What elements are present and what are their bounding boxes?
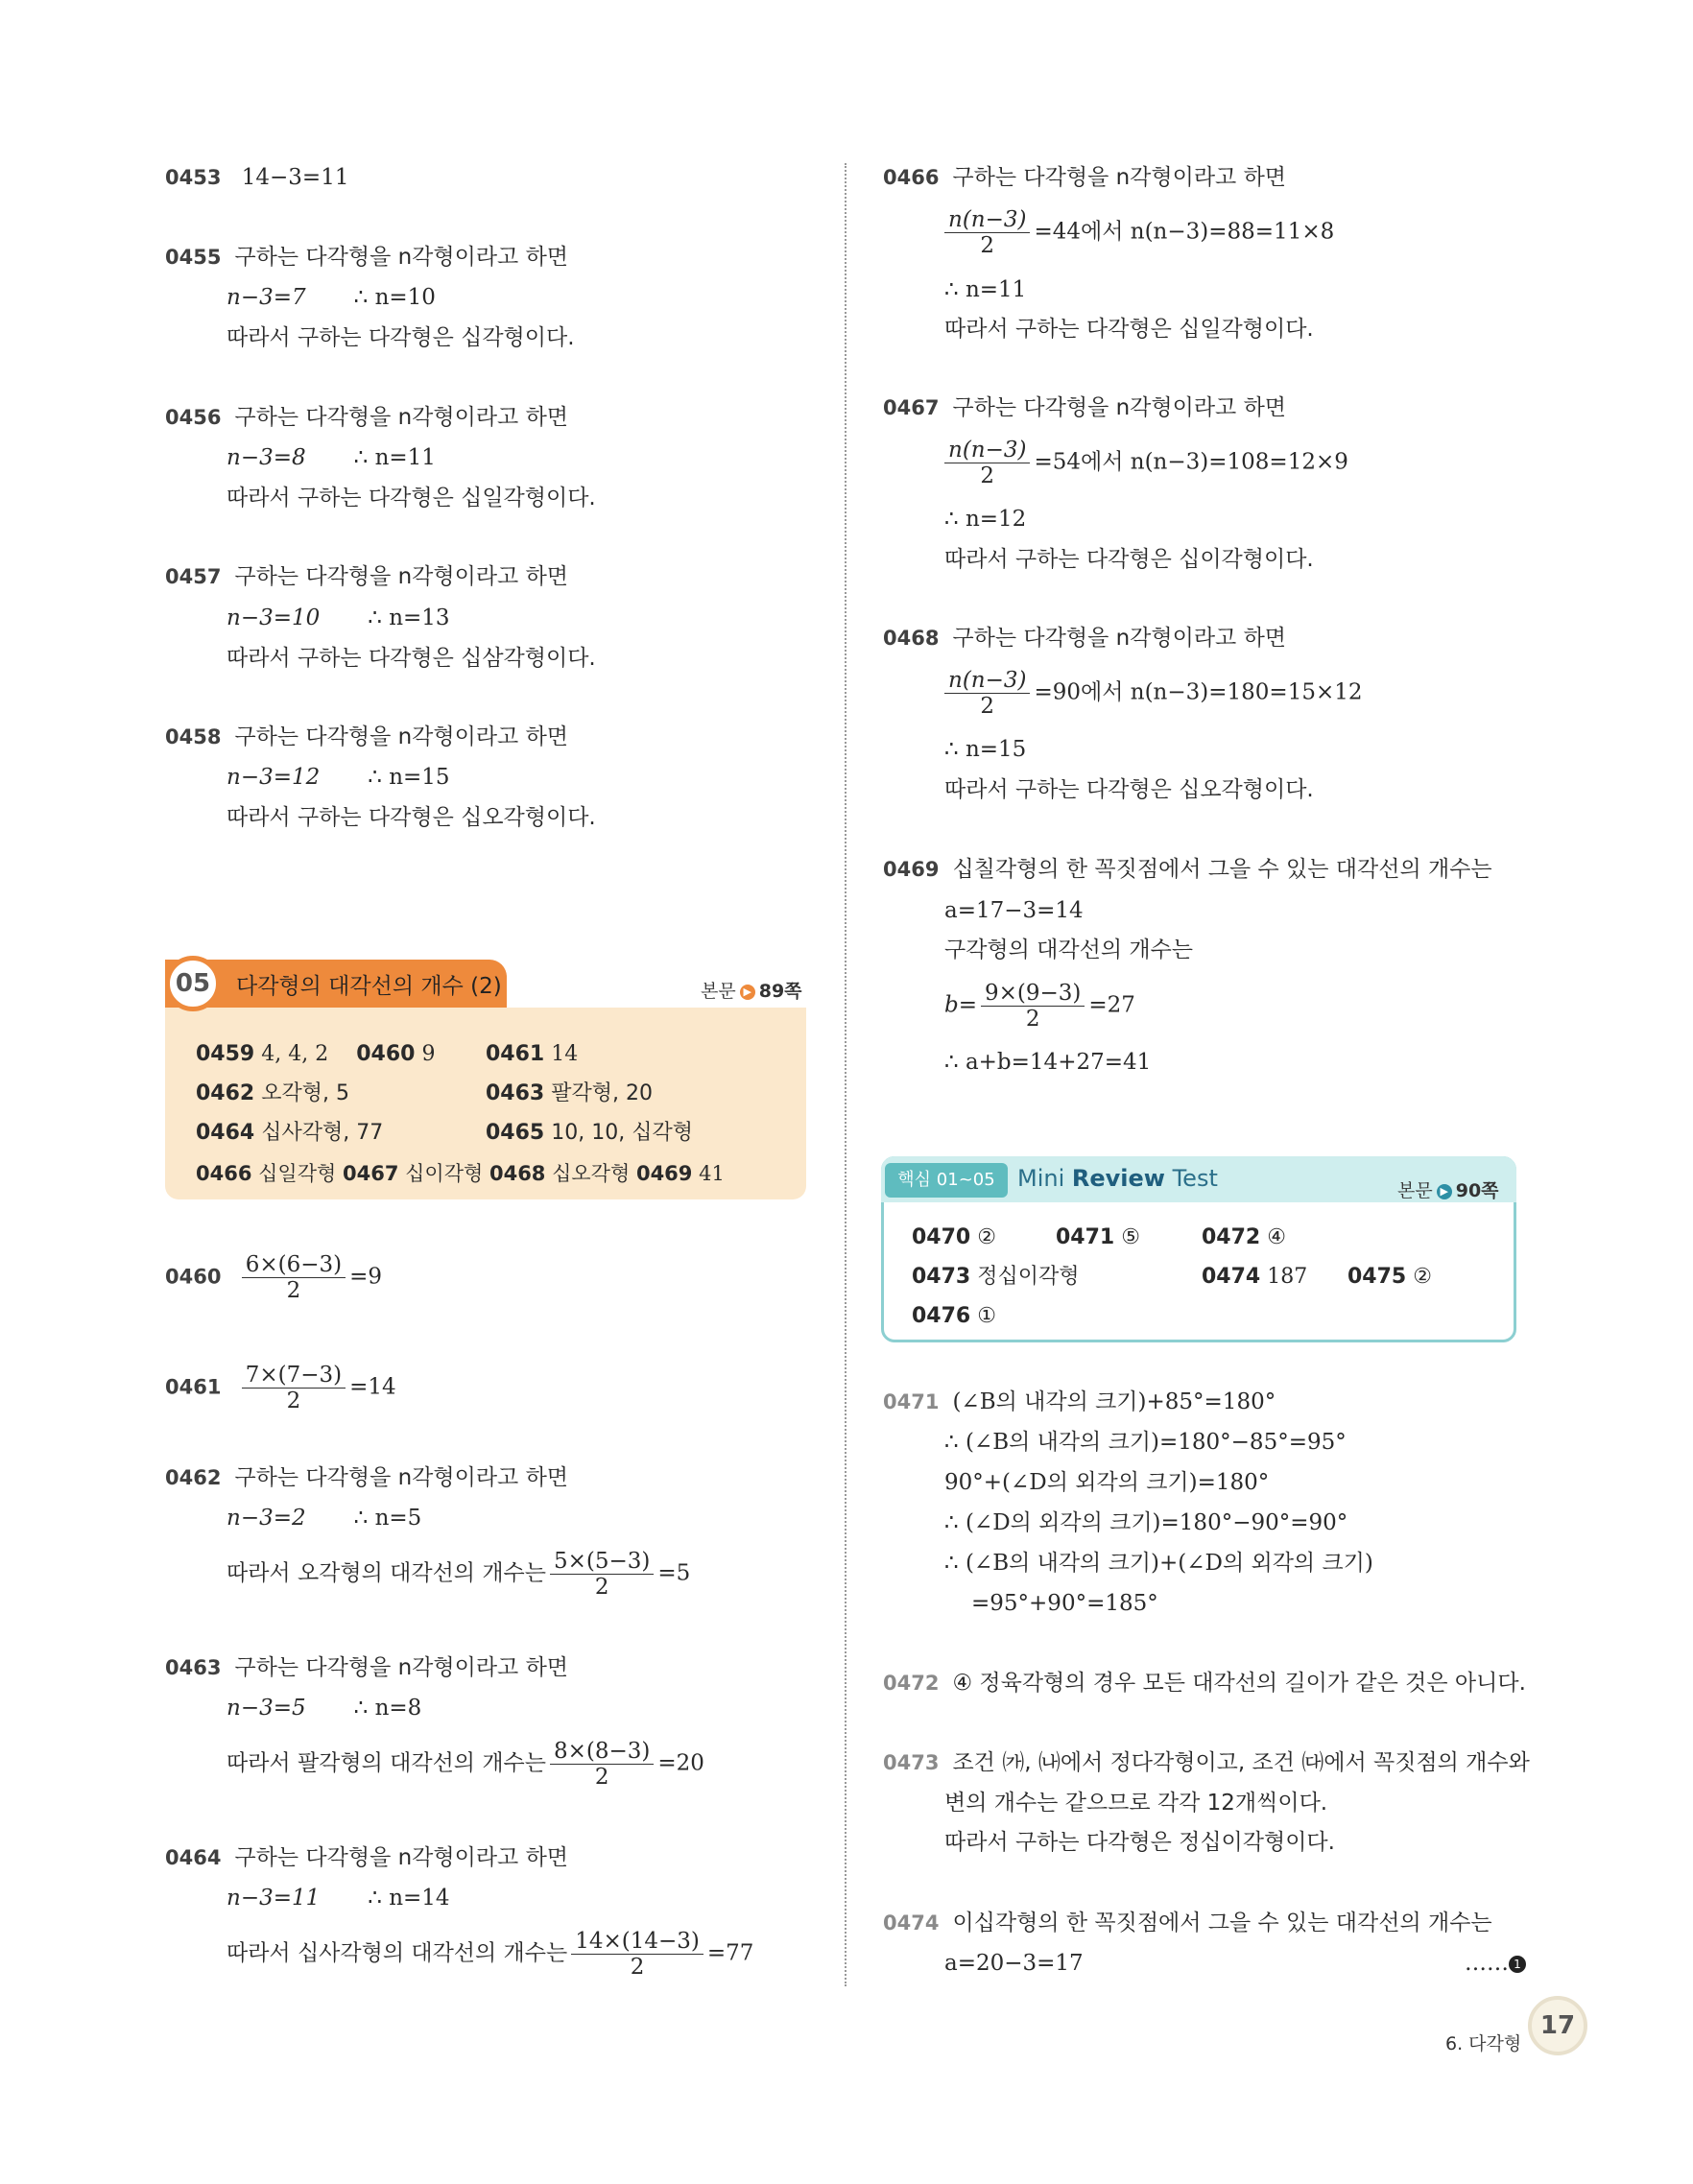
conclusion: 따라서 팔각형의 대각선의 개수는 (227, 1750, 546, 1776)
denominator: 2 (630, 1955, 645, 1980)
intro-text: 구하는 다각형을 n각형이라고 하면 (234, 1845, 569, 1870)
numerator: 8×(8−3) (550, 1739, 654, 1765)
mini-review-tag: 핵심 01~05 (885, 1163, 1008, 1198)
line-1: ④ 정육각형의 경우 모든 대각선의 길이가 같은 것은 아니다. (952, 1671, 1526, 1696)
fraction (944, 668, 1030, 719)
problem-number: 0455 (165, 246, 222, 269)
answer-row (486, 1119, 693, 1148)
numerator: n(n−3) (944, 207, 1030, 233)
equation: n−3=2 (227, 1506, 306, 1531)
answer-number: 0463 (486, 1081, 545, 1105)
answer-value: 십사각형, 77 (261, 1121, 384, 1145)
answer-value: 정십이각형 (977, 1265, 1080, 1289)
problem-number: 0458 (165, 725, 222, 748)
line-3: 90°+(∠D의 외각의 크기)=180° (944, 1470, 1270, 1495)
answer-value: 14 (551, 1042, 579, 1066)
fraction (242, 1363, 346, 1413)
equation: n−3=11 (227, 1886, 321, 1911)
denominator: 2 (980, 233, 995, 258)
problem-0453 (165, 163, 348, 192)
line-1: (∠B의 내각의 크기)+85°=180° (952, 1389, 1276, 1414)
answer-value: ⑤ (1121, 1225, 1140, 1249)
answer-row (1056, 1223, 1140, 1252)
denominator: 2 (594, 1765, 609, 1790)
answer-value: 십이각형 (405, 1162, 484, 1185)
result: =27 (1088, 992, 1135, 1018)
ref-label: 본문 (701, 981, 736, 1002)
title-part: Test (1164, 1165, 1218, 1192)
line-2: ∴ (∠B의 내각의 크기)=180°−85°=95° (944, 1430, 1347, 1455)
title-part: Review (1071, 1165, 1165, 1192)
equation: =44에서 n(n−3)=88=11×8 (1034, 219, 1335, 245)
answer-row (912, 1302, 996, 1331)
answer-number: 0474 (1202, 1265, 1261, 1289)
answer-value: 팔각형, 20 (551, 1081, 653, 1105)
result: ∴ n=15 (368, 765, 450, 790)
answer-number: 0469 (635, 1162, 693, 1185)
answer-value: 오각형, 5 (261, 1081, 349, 1105)
ref-label: 본문 (1397, 1180, 1433, 1201)
line-2: a=17−3=14 (944, 898, 1084, 923)
result: ∴ n=10 (353, 285, 436, 310)
answer-value: 187 (1267, 1265, 1308, 1289)
answer-number: 0460 (356, 1042, 416, 1066)
answer-value: ② (1413, 1265, 1432, 1289)
result: ∴ n=12 (944, 507, 1027, 532)
problem-number: 0473 (883, 1751, 940, 1774)
answer-number: 0462 (196, 1081, 255, 1105)
problem-0461 (165, 1363, 396, 1413)
equation: n−3=8 (227, 445, 306, 470)
denominator: 2 (286, 1278, 301, 1303)
result: ∴ n=5 (353, 1506, 422, 1531)
result: =5 (657, 1560, 691, 1586)
fraction (944, 438, 1030, 488)
mini-review-page-ref (1397, 1176, 1499, 1202)
step-marker (1465, 1949, 1526, 1978)
problem-0472 (883, 1669, 1526, 1697)
answer-value: 십오각형 (552, 1162, 631, 1185)
intro-text: 구하는 다각형을 n각형이라고 하면 (952, 165, 1287, 190)
line-1: 이십각형의 한 꼭짓점에서 그을 수 있는 대각선의 개수는 (952, 1911, 1492, 1935)
conclusion: 따라서 구하는 다각형은 십이각형이다. (944, 547, 1314, 572)
answer-row (1202, 1263, 1307, 1292)
conclusion: 따라서 구하는 다각형은 십오각형이다. (227, 805, 596, 830)
conclusion: 따라서 구하는 다각형은 십오각형이다. (944, 777, 1314, 802)
answer-number: 0471 (1056, 1225, 1115, 1249)
problem-number: 0474 (883, 1911, 940, 1935)
problem-number: 0456 (165, 406, 222, 429)
numerator: 14×(14−3) (571, 1929, 703, 1955)
line-1: 십칠각형의 한 꼭짓점에서 그을 수 있는 대각선의 개수는 (952, 857, 1492, 882)
denominator: 2 (1025, 1007, 1040, 1032)
conclusion: 따라서 오각형의 대각선의 개수는 (227, 1560, 546, 1586)
problem-number: 0464 (165, 1846, 222, 1869)
answer-value: 십일각형 (258, 1162, 337, 1185)
fraction (550, 1739, 654, 1790)
arrow-icon: ▶ (740, 985, 755, 1000)
problem-number: 0453 (165, 166, 222, 189)
result: ∴ n=11 (944, 277, 1027, 302)
numerator: n(n−3) (944, 668, 1030, 694)
answer-value: 9 (421, 1042, 436, 1066)
answer-value: 41 (699, 1162, 725, 1185)
answer-row (912, 1223, 996, 1252)
answer-number: 0475 (1347, 1265, 1407, 1289)
result: ∴ n=11 (353, 445, 436, 470)
arrow-icon: ▶ (1437, 1184, 1452, 1199)
fraction (242, 1252, 346, 1303)
problem-number: 0472 (883, 1672, 940, 1695)
intro-text: 구하는 다각형을 n각형이라고 하면 (952, 395, 1287, 420)
numerator: 5×(5−3) (550, 1549, 654, 1575)
answer-row (196, 1040, 435, 1069)
conclusion: 따라서 구하는 다각형은 십일각형이다. (227, 486, 596, 510)
problem-number: 0469 (883, 858, 940, 881)
result: =14 (349, 1374, 396, 1400)
answer-row (196, 1159, 725, 1188)
answer-row (196, 1080, 349, 1108)
expression: 14−3=11 (241, 165, 349, 190)
line-5: ∴ a+b=14+27=41 (944, 1050, 1152, 1075)
result: =20 (657, 1750, 704, 1776)
page-number: 17 (1528, 1996, 1587, 2055)
answer-number: 0473 (912, 1265, 971, 1289)
answer-number: 0467 (342, 1162, 399, 1185)
section-page-ref (701, 977, 802, 1003)
conclusion: 따라서 구하는 다각형은 십일각형이다. (944, 317, 1314, 342)
answer-row (486, 1080, 653, 1108)
conclusion: 따라서 구하는 다각형은 십삼각형이다. (227, 646, 596, 671)
denominator: 2 (980, 463, 995, 488)
numerator: n(n−3) (944, 438, 1030, 463)
conclusion: 따라서 구하는 다각형은 십각형이다. (227, 325, 575, 350)
equation: n−3=5 (227, 1696, 306, 1721)
fraction (550, 1549, 654, 1600)
answer-value: ② (977, 1225, 996, 1249)
chapter-label: 6. 다각형 (1445, 2033, 1522, 2054)
step-number-icon: 1 (1509, 1956, 1526, 1973)
numerator: 9×(9−3) (981, 981, 1085, 1007)
line-2: a=20−3=17 (944, 1951, 1084, 1976)
problem-number: 0467 (883, 396, 940, 419)
title-part: Mini (1017, 1165, 1072, 1192)
answer-number: 0472 (1202, 1225, 1261, 1249)
problem-number: 0462 (165, 1466, 222, 1489)
column-divider (845, 163, 846, 1986)
result: =9 (349, 1264, 383, 1290)
answer-value: ① (977, 1304, 996, 1328)
problem-0460 (165, 1252, 382, 1303)
line-3: 구각형의 대각선의 개수는 (944, 938, 1194, 962)
answer-value: 10, 10, 십각형 (551, 1121, 693, 1145)
answer-row (486, 1040, 578, 1069)
answer-number: 0465 (486, 1121, 545, 1145)
line-1: 조건 ㈎, ㈏에서 정다각형이고, 조건 ㈐에서 꼭짓점의 개수와 (952, 1750, 1530, 1775)
ref-page: 90쪽 (1455, 1180, 1499, 1201)
answer-number: 0466 (196, 1162, 252, 1185)
problem-number: 0468 (883, 627, 940, 650)
answer-row (912, 1263, 1080, 1292)
answer-number: 0468 (489, 1162, 546, 1185)
answer-row (196, 1119, 383, 1148)
intro-text: 구하는 다각형을 n각형이라고 하면 (234, 405, 569, 430)
numerator: 6×(6−3) (242, 1252, 346, 1278)
denominator: 2 (594, 1575, 609, 1600)
numerator: 7×(7−3) (242, 1363, 346, 1389)
answer-number: 0476 (912, 1304, 971, 1328)
problem-number: 0471 (883, 1390, 940, 1413)
line-4: ∴ (∠D의 외각의 크기)=180°−90°=90° (944, 1510, 1348, 1535)
intro-text: 구하는 다각형을 n각형이라고 하면 (234, 245, 569, 270)
fraction (944, 207, 1030, 258)
answer-row (1202, 1223, 1286, 1252)
conclusion: 따라서 십사각형의 대각선의 개수는 (227, 1940, 568, 1966)
intro-text: 구하는 다각형을 n각형이라고 하면 (234, 1655, 569, 1680)
problem-number: 0463 (165, 1656, 222, 1679)
intro-text: 구하는 다각형을 n각형이라고 하면 (952, 626, 1287, 651)
intro-text: 구하는 다각형을 n각형이라고 하면 (234, 564, 569, 589)
b-label: b= (944, 992, 977, 1018)
result: ∴ n=13 (368, 605, 450, 630)
problem-number: 0461 (165, 1375, 222, 1399)
denominator: 2 (286, 1389, 301, 1413)
line-2: 변의 개수는 같으므로 각각 12개씩이다. (944, 1791, 1328, 1816)
equation: =90에서 n(n−3)=180=15×12 (1034, 679, 1363, 705)
problem-number: 0457 (165, 565, 222, 588)
line-6: =95°+90°=185° (971, 1591, 1158, 1616)
ref-page: 89쪽 (758, 981, 802, 1002)
line-5: ∴ (∠B의 내각의 크기)+(∠D의 외각의 크기) (944, 1551, 1373, 1576)
equation: =54에서 n(n−3)=108=12×9 (1034, 449, 1348, 475)
intro-text: 구하는 다각형을 n각형이라고 하면 (234, 724, 569, 749)
fraction (981, 981, 1085, 1032)
section-badge: 05 (165, 956, 221, 1011)
answer-number: 0461 (486, 1042, 545, 1066)
denominator: 2 (980, 694, 995, 719)
result: ∴ n=8 (353, 1696, 422, 1721)
answer-number: 0464 (196, 1121, 255, 1145)
mini-review-title (1017, 1165, 1218, 1192)
answer-row (1347, 1263, 1432, 1292)
section-title: 다각형의 대각선의 개수 (2) (236, 974, 502, 999)
result: =77 (706, 1940, 754, 1966)
equation: n−3=12 (227, 765, 321, 790)
answer-value: ④ (1267, 1225, 1286, 1249)
answer-number: 0470 (912, 1225, 971, 1249)
intro-text: 구하는 다각형을 n각형이라고 하면 (234, 1465, 569, 1490)
line-3: 따라서 구하는 다각형은 정십이각형이다. (944, 1830, 1335, 1855)
fraction (571, 1929, 703, 1980)
equation: n−3=10 (227, 605, 321, 630)
equation: n−3=7 (227, 285, 306, 310)
result: ∴ n=14 (368, 1886, 450, 1911)
leader-dots: …… (1465, 1951, 1509, 1976)
problem-number: 0460 (165, 1265, 222, 1289)
problem-number: 0466 (883, 166, 940, 189)
answer-value: 4, 4, 2 (261, 1042, 329, 1066)
answer-number: 0459 (196, 1042, 255, 1066)
result: ∴ n=15 (944, 737, 1027, 762)
